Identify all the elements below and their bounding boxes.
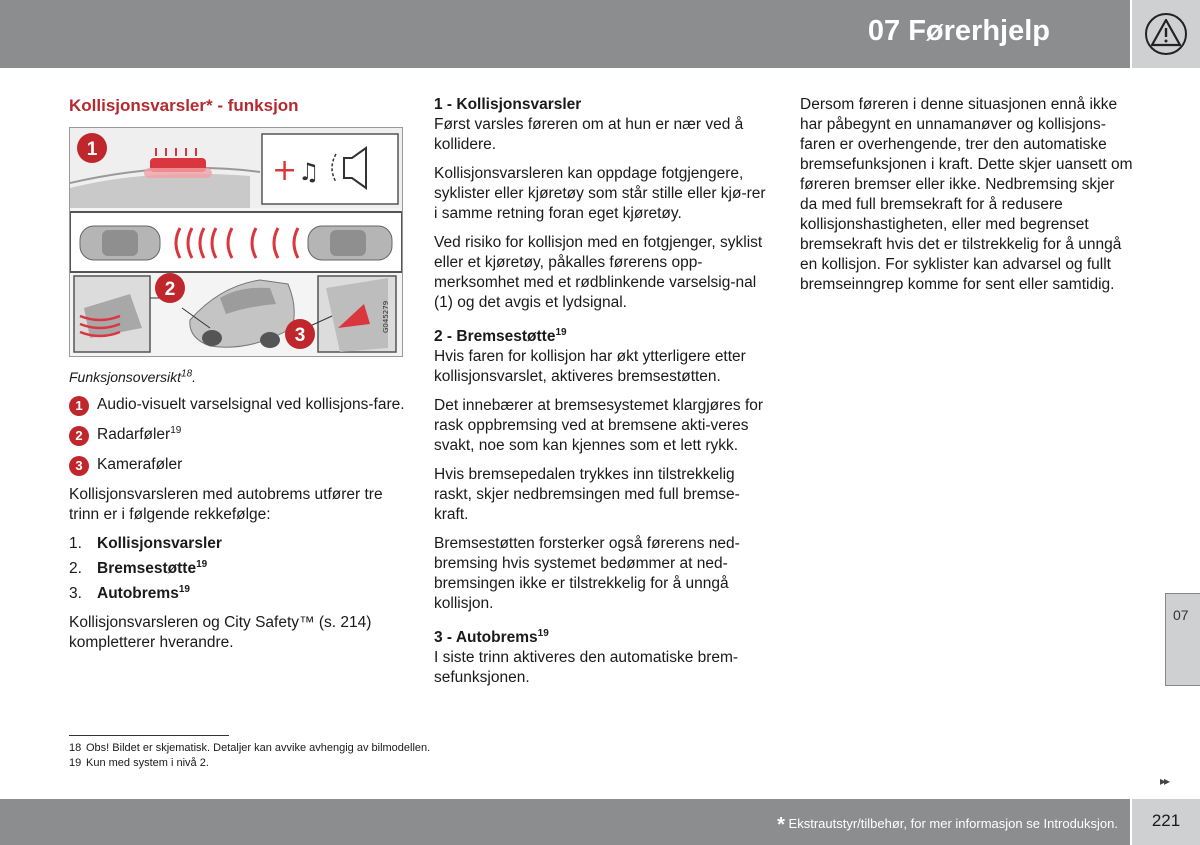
- section-autobrake: [434, 628, 769, 688]
- figure-badge-1: [77, 133, 107, 163]
- footnotes: [69, 741, 430, 771]
- figure-code: G045279: [382, 300, 390, 333]
- function-overview-figure: [69, 127, 403, 357]
- warning-box: [1132, 0, 1200, 68]
- subheading: 2 - Bremsestøtte$^{19}$: [434, 326, 567, 345]
- svg-text:+: +: [272, 153, 298, 188]
- legend-item: 1 Audio-visuelt varselsignal ved kollisjons-fare.: [69, 395, 409, 415]
- figure-caption: Funksjonsoversikt$^{18}$.: [69, 368, 197, 385]
- paragraph: Kollisjonsvarsleren kan oppdage fotgjengere, syklister eller kjøretøy som står stille eller kjø-rer i samme retning foran eget kjøretøy.: [434, 165, 766, 222]
- subheading: 1 - Kollisjonsvarsler: [434, 96, 582, 113]
- footer-bar: [0, 799, 1130, 845]
- footer-note: * Ekstrautstyr/tilbehør, for mer informasjon se Introduksjon.: [777, 814, 1118, 836]
- column-right: [800, 95, 1135, 304]
- number-badge: 1: [69, 396, 89, 416]
- chapter-title: 07 Førerhjelp: [867, 15, 1050, 47]
- svg-text:2: 2: [164, 279, 176, 300]
- paragraph: Først varsles føreren om at hun er nær ved å kollidere.: [434, 116, 744, 153]
- paragraph: Ved risiko for kollisjon med en fotgjenger, syklist eller et kjøretøy, påkalles førerens opp-merksomhet med et rødblinkende varselsig-nal (1) og det avgis et lydsignal.: [434, 234, 763, 311]
- paragraph: Hvis bremsepedalen trykkes inn tilstrekkelig raskt, skjer nedbremsingen med full bremse-kraft.: [434, 466, 740, 523]
- number-badge: 3: [69, 456, 89, 476]
- paragraph: Det innebærer at bremsesystemet klargjøres for rask oppbremsing ved at bremsene akti-veres svakt, noe som kan kjennes som et lett rykk.: [434, 397, 764, 454]
- footnote: 19 Kun med system i nivå 2.: [69, 757, 209, 769]
- figure-badge-3: [285, 319, 315, 349]
- number-badge: 2: [69, 426, 89, 446]
- svg-text:♫: ♫: [298, 158, 320, 186]
- section-brake-assist: [434, 327, 769, 614]
- figure-badge-2: [155, 273, 185, 303]
- chapter-side-tab[interactable]: [1165, 593, 1200, 686]
- intro-paragraph: Kollisjonsvarsleren med autobrems utfører tre trinn er i følgende rekkefølge:: [69, 486, 383, 523]
- own-car-icon: [80, 226, 160, 260]
- next-page-icon[interactable]: ▸▸: [1160, 774, 1169, 788]
- header-bar: [0, 0, 1130, 68]
- list-item: 2. Bremsestøtte$^{19}$: [69, 558, 208, 577]
- list-item: 1. Kollisjonsvarsler: [69, 535, 222, 552]
- footnote-divider: [69, 735, 229, 736]
- subheading: 3 - Autobrems$^{19}$: [434, 627, 549, 646]
- page-number: 221: [1151, 811, 1181, 830]
- paragraph: I siste trinn aktiveres den automatiske brem-sefunksjonen.: [434, 649, 739, 686]
- step-list: [69, 534, 409, 604]
- column-middle: [434, 95, 769, 702]
- side-tab-label: 07: [1173, 607, 1189, 623]
- legend-item: 3 Kameraføler: [69, 455, 409, 475]
- paragraph: Bremsestøtten forsterker også førerens ned-bremsing hvis systemet bedømmer at ned-bremsingen ikke er tilstrekkelig for å unngå kollisjon.: [434, 535, 740, 612]
- paragraph: Dersom føreren i denne situasjonen ennå ikke har påbegynt en unnamanøver og kollisjons-faren er overhengende, trer den automatiske bremsefunksjonen i kraft. Dette skjer uansett om føreren bremser eller ikke. Nedbremsing skjer da med full bremsekraft for å redusere kollisjonshastigheten, eller med begrenset bremsekraft hvis det er tilstrekkelig for å unngå en kollisjon. For syklister kan advarsel og fullt bremseinngrep komme for sent eller samtidig.: [800, 96, 1133, 293]
- legend-item: 2 Radarføler$^{19}$: [69, 425, 409, 445]
- outro-paragraph: Kollisjonsvarsleren og City Safety™ (s. 214) kompletterer hverandre.: [69, 614, 372, 651]
- svg-text:1: 1: [86, 139, 98, 160]
- collision-warning-illustration: [70, 128, 402, 356]
- front-car-icon: [308, 226, 392, 260]
- page-number-box: [1132, 799, 1200, 845]
- paragraph: Hvis faren for kollisjon har økt ytterligere etter kollisjonsvarslet, aktiveres bremsestøtten.: [434, 348, 746, 385]
- column-left: [69, 95, 409, 662]
- list-item: 3. Autobrems$^{19}$: [69, 583, 190, 602]
- svg-text:3: 3: [294, 325, 306, 346]
- warning-triangle-icon: [1144, 12, 1188, 56]
- section-collision-warning: [434, 95, 769, 313]
- footnote: 18 Obs! Bildet er skjematisk. Detaljer kan avvike avhengig av bilmodellen.: [69, 742, 431, 754]
- section-title: Kollisjonsvarsler* - funksjon: [69, 96, 299, 115]
